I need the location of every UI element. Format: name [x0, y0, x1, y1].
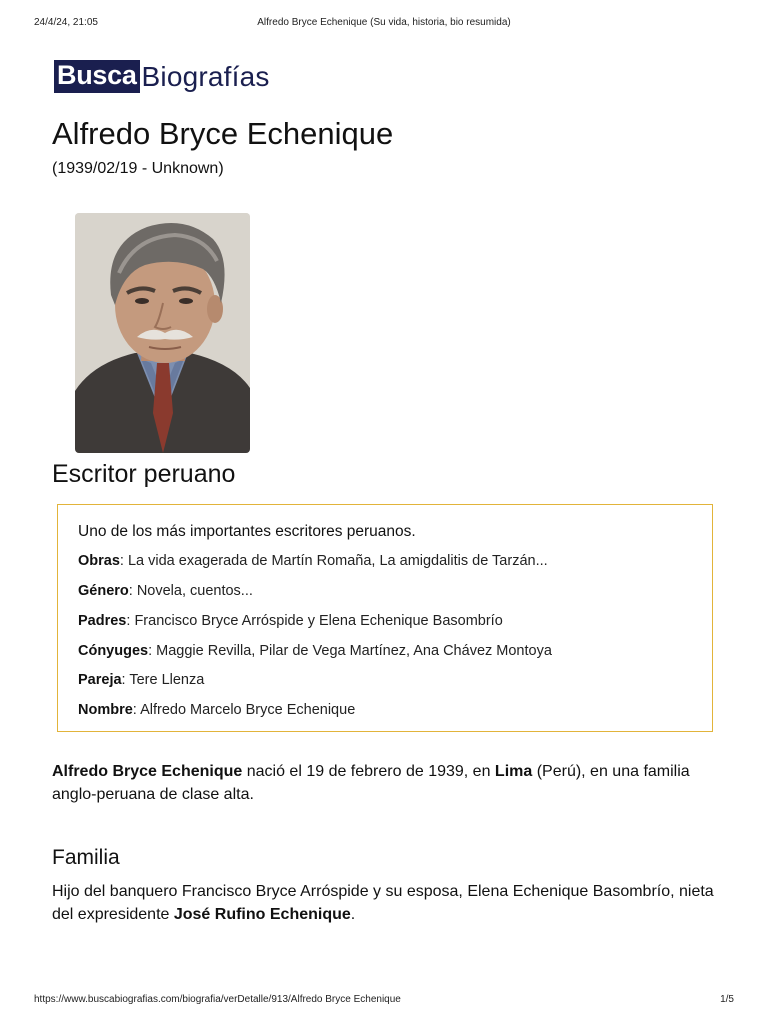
row-label: Pareja: [78, 672, 122, 688]
site-logo[interactable]: [54, 60, 270, 93]
print-footer: [0, 994, 768, 1008]
row-value: Maggie Revilla, Pilar de Vega Martínez, Ana Chávez Montoya: [156, 643, 552, 659]
row-label: Nombre: [78, 702, 133, 718]
print-page-number: 1/5: [720, 994, 734, 1005]
infobox-lead: Uno de los más importantes escritores peruanos.: [78, 523, 416, 540]
infobox-row-genero: Género: Novela, cuentos...: [78, 583, 253, 599]
logo-biografias: Biografías: [141, 61, 270, 92]
print-header: [0, 17, 768, 31]
row-label: Padres: [78, 613, 127, 629]
portrait-photo: [75, 213, 250, 453]
print-url: https://www.buscabiografias.com/biografia/verDetalle/913/Alfredo Bryce Echenique: [34, 994, 401, 1005]
intro-paragraph: Alfredo Bryce Echenique nació el 19 de febrero de 1939, en Lima (Perú), en una familia anglo-peruana de clase alta.: [52, 763, 690, 803]
portrait-image: [75, 213, 250, 453]
familia-paragraph: Hijo del banquero Francisco Bryce Arróspide y su esposa, Elena Echenique Basombrío, nieta del expresidente José Rufino Echenique.: [52, 883, 714, 923]
row-value: Francisco Bryce Arróspide y Elena Echenique Basombrío: [134, 613, 503, 629]
profession-heading: Escritor peruano: [52, 460, 236, 488]
life-dates: (1939/02/19 - Unknown): [52, 160, 224, 177]
row-value: Tere Llenza: [129, 672, 205, 688]
subject-name: Alfredo Bryce Echenique: [52, 763, 243, 780]
birthplace: Lima: [494, 763, 533, 780]
infobox-row-pareja: Pareja: Tere Llenza: [78, 672, 205, 688]
row-label: Género: [78, 583, 129, 599]
ancestor-name: José Rufino Echenique: [173, 906, 351, 923]
infobox-row-padres: Padres: Francisco Bryce Arróspide y Elena Echenique Basombrío: [78, 613, 503, 629]
summary-infobox: [57, 504, 713, 732]
print-datetime: 24/4/24, 21:05: [34, 17, 98, 28]
print-document-title: Alfredo Bryce Echenique (Su vida, historia, bio resumida): [257, 17, 511, 28]
row-label: Obras: [78, 553, 120, 569]
row-value: Novela, cuentos...: [136, 583, 253, 599]
page-title: Alfredo Bryce Echenique: [52, 116, 394, 151]
infobox-row-conyuges: Cónyuges: Maggie Revilla, Pilar de Vega Martínez, Ana Chávez Montoya: [78, 643, 552, 659]
row-value: Alfredo Marcelo Bryce Echenique: [140, 702, 356, 718]
logo-busca: Busca: [54, 60, 140, 93]
infobox-row-nombre: Nombre: Alfredo Marcelo Bryce Echenique: [78, 702, 356, 718]
section-heading-familia: Familia: [52, 846, 120, 869]
infobox-row-obras: Obras: La vida exagerada de Martín Romaña, La amigdalitis de Tarzán...: [78, 553, 548, 569]
row-value: La vida exagerada de Martín Romaña, La amigdalitis de Tarzán...: [127, 553, 548, 569]
row-label: Cónyuges: [78, 643, 149, 659]
